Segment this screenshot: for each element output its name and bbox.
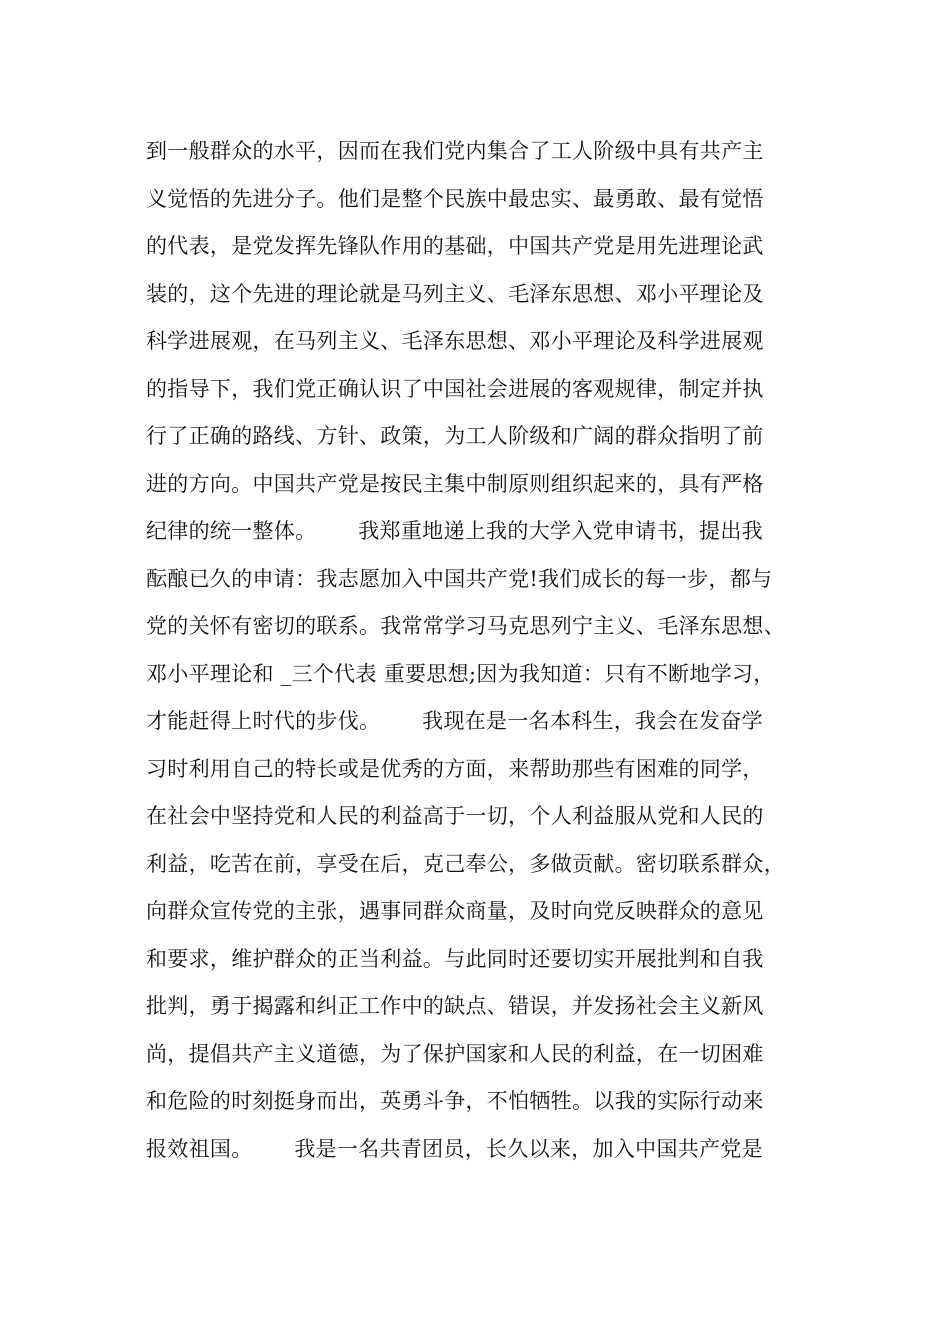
text-line: 酝酿已久的申请：我志愿加入中国共产党!我们成长的每一步，都与	[146, 566, 773, 591]
text-line: 在社会中坚持党和人民的利益高于一切，个人利益服从党和人民的	[146, 804, 764, 828]
text-line: 行了正确的路线、方针、政策，为工人阶级和广阔的群众指明了前	[146, 424, 764, 448]
text-line: 到一般群众的水平，因而在我们党内集合了工人阶级中具有共产主	[146, 139, 764, 163]
text-line: 的指导下，我们党正确认识了中国社会进展的客观规律，制定并执	[146, 376, 764, 401]
text-line: 批判，勇于揭露和纠正工作中的缺点、错误，并发扬社会主义新风	[146, 994, 764, 1018]
text-line: 装的，这个先进的理论就是马列主义、毛泽东思想、邓小平理论及	[146, 281, 764, 306]
text-line: 才能赶得上时代的步伐。 我现在是一名本科生，我会在发奋学	[146, 709, 763, 733]
text-line: 邓小平理论和 _三个代表 重要思想;因为我知道：只有不断地学习，	[146, 661, 775, 686]
text-line: 尚，提倡共产主义道德，为了保护国家和人民的利益，在一切困难	[146, 1041, 764, 1066]
text-line: 习时利用自己的特长或是优秀的方面，来帮助那些有困难的同学，	[146, 756, 764, 781]
text-line: 利益，吃苦在前，享受在后，克己奉公，多做贡献。密切联系群众，	[146, 851, 785, 876]
text-line: 纪律的统一整体。 我郑重地递上我的大学入党申请书，提出我	[146, 519, 763, 543]
text-line: 的代表，是党发挥先锋队作用的基础，中国共产党是用先进理论武	[146, 234, 764, 258]
text-line: 义觉悟的先进分子。他们是整个民族中最忠实、最勇敢、最有觉悟	[146, 186, 764, 211]
text-line: 和要求，维护群众的正当利益。与此同时还要切实开展批判和自我	[146, 946, 764, 971]
text-line: 科学进展观，在马列主义、毛泽东思想、邓小平理论及科学进展观	[146, 329, 764, 353]
text-line: 和危险的时刻挺身而出，英勇斗争，不怕牺牲。以我的实际行动来	[146, 1089, 764, 1113]
text-line: 进的方向。中国共产党是按民主集中制原则组织起来的，具有严格	[146, 471, 764, 496]
text-line: 向群众宣传党的主张，遇事同群众商量，及时向党反映群众的意见	[146, 899, 764, 923]
text-line: 报效祖国。 我是一名共青团员，长久以来，加入中国共产党是	[146, 1136, 763, 1161]
body-text	[146, 128, 826, 1173]
text-line: 党的关怀有密切的联系。我常常学习马克思列宁主义、毛泽东思想、	[146, 614, 785, 638]
